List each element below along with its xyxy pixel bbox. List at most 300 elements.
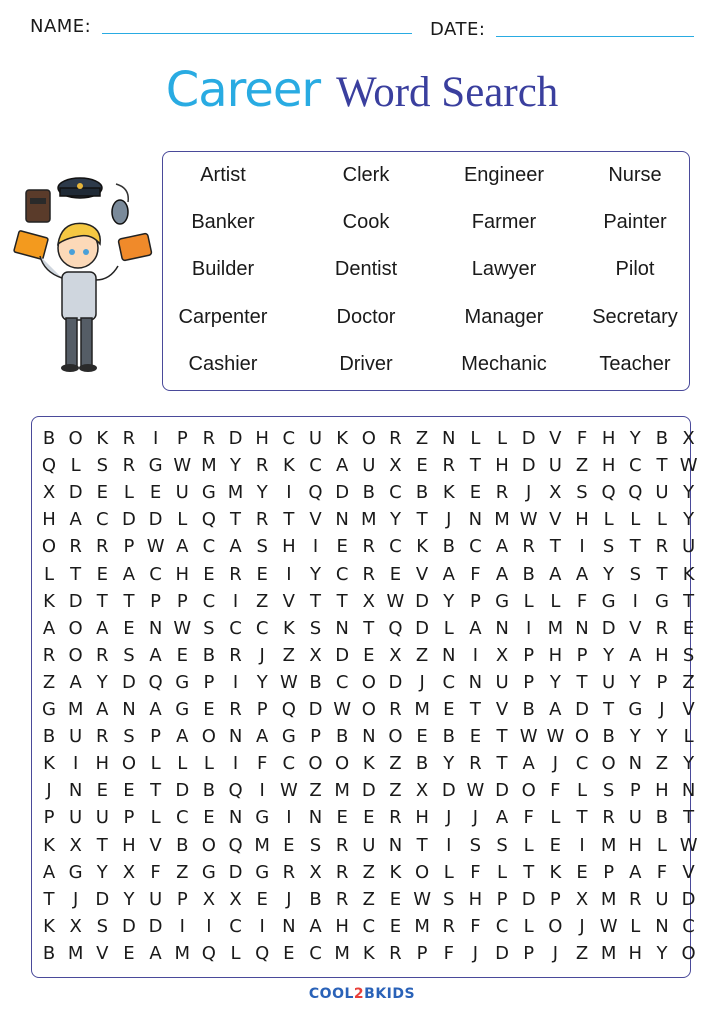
grid-letter[interactable]: Z bbox=[309, 780, 322, 802]
grid-letter[interactable]: P bbox=[150, 590, 162, 612]
grid-letter[interactable]: E bbox=[336, 807, 348, 829]
grid-letter[interactable]: A bbox=[149, 942, 162, 964]
grid-letter[interactable]: G bbox=[175, 671, 190, 693]
grid-letter[interactable]: Y bbox=[603, 563, 615, 585]
grid-letter[interactable]: P bbox=[123, 536, 135, 558]
grid-letter[interactable]: B bbox=[42, 942, 56, 964]
grid-letter[interactable]: A bbox=[149, 644, 162, 666]
grid-letter[interactable]: G bbox=[68, 861, 83, 883]
grid-letter[interactable]: C bbox=[202, 536, 216, 558]
grid-letter[interactable]: J bbox=[46, 780, 52, 802]
grid-letter[interactable]: Q bbox=[601, 482, 616, 504]
grid-letter[interactable]: P bbox=[43, 807, 55, 829]
grid-letter[interactable]: F bbox=[656, 861, 668, 883]
grid-letter[interactable]: L bbox=[497, 861, 508, 883]
grid-letter[interactable]: C bbox=[335, 563, 349, 585]
grid-letter[interactable]: W bbox=[679, 455, 698, 477]
grid-letter[interactable]: L bbox=[177, 509, 188, 531]
grid-letter[interactable]: D bbox=[175, 780, 190, 802]
grid-letter[interactable]: H bbox=[335, 915, 349, 937]
grid-letter[interactable]: A bbox=[549, 563, 562, 585]
grid-letter[interactable]: J bbox=[552, 753, 558, 775]
grid-letter[interactable]: L bbox=[550, 807, 561, 829]
grid-letter[interactable]: Z bbox=[362, 861, 375, 883]
grid-letter[interactable]: N bbox=[442, 428, 456, 449]
grid-letter[interactable]: G bbox=[255, 807, 270, 829]
grid-letter[interactable]: Y bbox=[389, 509, 401, 531]
grid-letter[interactable]: S bbox=[309, 834, 322, 856]
grid-letter[interactable]: I bbox=[286, 482, 292, 504]
grid-letter[interactable]: I bbox=[526, 617, 532, 639]
grid-letter[interactable]: Y bbox=[96, 671, 108, 693]
grid-letter[interactable]: N bbox=[228, 807, 243, 829]
grid-letter[interactable]: E bbox=[363, 644, 375, 666]
grid-letter[interactable]: D bbox=[521, 428, 536, 449]
grid-letter[interactable]: I bbox=[152, 428, 159, 449]
grid-letter[interactable]: W bbox=[173, 455, 192, 477]
grid-letter[interactable]: E bbox=[176, 644, 188, 666]
grid-letter[interactable]: T bbox=[43, 888, 55, 910]
grid-letter[interactable]: H bbox=[575, 509, 589, 531]
grid-letter[interactable]: L bbox=[523, 590, 534, 612]
grid-letter[interactable]: C bbox=[335, 671, 349, 693]
grid-letter[interactable]: N bbox=[468, 509, 483, 531]
grid-letter[interactable]: A bbox=[495, 536, 509, 558]
grid-letter[interactable]: D bbox=[148, 509, 163, 531]
grid-letter[interactable]: B bbox=[655, 807, 669, 829]
grid-letter[interactable]: T bbox=[363, 617, 375, 639]
grid-letter[interactable]: L bbox=[603, 509, 614, 531]
grid-letter[interactable]: E bbox=[416, 455, 428, 477]
grid-letter[interactable]: Q bbox=[201, 942, 216, 964]
grid-letter[interactable]: R bbox=[282, 861, 296, 883]
grid-letter[interactable]: L bbox=[576, 780, 588, 802]
grid-letter[interactable]: H bbox=[601, 428, 616, 449]
grid-letter[interactable]: M bbox=[334, 780, 350, 802]
grid-letter[interactable]: D bbox=[495, 942, 509, 964]
grid-letter[interactable]: R bbox=[42, 644, 56, 666]
grid-letter[interactable]: O bbox=[574, 726, 590, 748]
grid-letter[interactable]: B bbox=[42, 726, 56, 748]
grid-letter[interactable]: S bbox=[629, 563, 642, 585]
grid-letter[interactable]: C bbox=[149, 563, 162, 585]
grid-letter[interactable]: R bbox=[389, 942, 402, 964]
grid-letter[interactable]: G bbox=[601, 590, 616, 612]
grid-letter[interactable]: O bbox=[41, 536, 57, 558]
grid-letter[interactable]: C bbox=[469, 536, 482, 558]
grid-letter[interactable]: V bbox=[149, 834, 162, 856]
grid-letter[interactable]: E bbox=[363, 807, 375, 829]
date-line[interactable] bbox=[496, 36, 694, 37]
grid-letter[interactable]: B bbox=[202, 644, 216, 666]
grid-letter[interactable]: Y bbox=[123, 888, 135, 910]
grid-letter[interactable]: E bbox=[469, 482, 482, 504]
grid-letter[interactable]: A bbox=[629, 644, 642, 666]
grid-letter[interactable]: A bbox=[442, 563, 455, 585]
grid-letter[interactable]: A bbox=[495, 807, 509, 829]
grid-letter[interactable]: I bbox=[232, 753, 239, 775]
grid-letter[interactable]: Z bbox=[415, 644, 429, 666]
grid-letter[interactable]: Z bbox=[575, 942, 589, 964]
grid-letter[interactable]: D bbox=[122, 915, 136, 937]
grid-letter[interactable]: E bbox=[389, 888, 402, 910]
grid-letter[interactable]: L bbox=[656, 509, 667, 531]
grid-letter[interactable]: T bbox=[469, 455, 481, 477]
grid-letter[interactable]: O bbox=[361, 428, 376, 449]
grid-letter[interactable]: T bbox=[469, 699, 481, 720]
grid-letter[interactable]: Q bbox=[255, 942, 270, 964]
grid-letter[interactable]: G bbox=[42, 699, 56, 720]
grid-letter[interactable]: O bbox=[68, 617, 83, 639]
grid-letter[interactable]: H bbox=[255, 428, 269, 449]
grid-letter[interactable]: E bbox=[96, 482, 108, 504]
grid-letter[interactable]: C bbox=[309, 942, 322, 964]
grid-letter[interactable]: M bbox=[600, 834, 617, 856]
grid-letter[interactable]: U bbox=[655, 482, 669, 504]
grid-letter[interactable]: R bbox=[122, 428, 136, 449]
grid-letter[interactable]: I bbox=[232, 671, 239, 693]
grid-letter[interactable]: X bbox=[415, 780, 429, 802]
grid-letter[interactable]: R bbox=[96, 644, 109, 666]
grid-letter[interactable]: O bbox=[415, 861, 430, 883]
grid-letter[interactable]: T bbox=[283, 509, 295, 531]
grid-letter[interactable]: O bbox=[361, 699, 376, 720]
grid-letter[interactable]: Y bbox=[230, 455, 242, 477]
grid-letter[interactable]: W bbox=[146, 536, 165, 558]
grid-letter[interactable]: O bbox=[388, 726, 403, 748]
grid-letter[interactable]: F bbox=[443, 942, 454, 964]
grid-letter[interactable]: N bbox=[575, 617, 589, 639]
grid-letter[interactable]: G bbox=[148, 455, 163, 477]
grid-letter[interactable]: I bbox=[286, 563, 292, 585]
grid-letter[interactable]: V bbox=[549, 428, 562, 449]
grid-letter[interactable]: W bbox=[546, 726, 565, 748]
grid-letter[interactable]: M bbox=[414, 699, 430, 720]
grid-letter[interactable]: R bbox=[522, 536, 535, 558]
grid-letter[interactable]: A bbox=[176, 726, 189, 748]
grid-letter[interactable]: K bbox=[336, 428, 349, 449]
grid-letter[interactable]: Y bbox=[683, 753, 695, 775]
grid-letter[interactable]: M bbox=[201, 455, 217, 477]
grid-letter[interactable]: V bbox=[549, 509, 562, 531]
grid-letter[interactable]: N bbox=[282, 915, 296, 937]
grid-letter[interactable]: D bbox=[681, 888, 696, 910]
grid-letter[interactable]: E bbox=[443, 699, 455, 720]
grid-letter[interactable]: D bbox=[122, 671, 136, 693]
grid-letter[interactable]: E bbox=[336, 536, 348, 558]
grid-letter[interactable]: T bbox=[310, 590, 321, 612]
grid-letter[interactable]: Q bbox=[201, 509, 216, 531]
grid-letter[interactable]: Z bbox=[176, 861, 189, 883]
grid-letter[interactable]: K bbox=[416, 536, 428, 558]
grid-letter[interactable]: S bbox=[469, 834, 482, 856]
grid-letter[interactable]: R bbox=[442, 455, 455, 477]
grid-letter[interactable]: K bbox=[549, 861, 562, 883]
grid-letter[interactable]: M bbox=[254, 834, 270, 856]
grid-letter[interactable]: A bbox=[69, 509, 82, 531]
grid-letter[interactable]: H bbox=[468, 888, 483, 910]
grid-letter[interactable]: R bbox=[229, 644, 242, 666]
grid-letter[interactable]: X bbox=[202, 888, 216, 910]
grid-letter[interactable]: X bbox=[69, 834, 82, 856]
grid-letter[interactable]: Q bbox=[628, 482, 643, 504]
grid-letter[interactable]: U bbox=[628, 807, 642, 829]
grid-letter[interactable]: R bbox=[389, 699, 402, 720]
grid-letter[interactable]: A bbox=[96, 617, 109, 639]
grid-letter[interactable]: L bbox=[523, 834, 534, 856]
grid-letter[interactable]: E bbox=[256, 563, 268, 585]
grid-letter[interactable]: F bbox=[523, 807, 534, 829]
grid-letter[interactable]: N bbox=[122, 699, 136, 720]
grid-letter[interactable]: J bbox=[659, 699, 665, 720]
grid-letter[interactable]: R bbox=[389, 807, 402, 829]
grid-letter[interactable]: F bbox=[470, 861, 481, 883]
grid-letter[interactable]: L bbox=[230, 942, 241, 964]
grid-letter[interactable]: S bbox=[256, 536, 268, 558]
grid-letter[interactable]: M bbox=[600, 942, 617, 964]
grid-letter[interactable]: P bbox=[523, 671, 535, 693]
grid-letter[interactable]: O bbox=[68, 428, 83, 449]
grid-letter[interactable]: Y bbox=[549, 671, 561, 693]
grid-letter[interactable]: S bbox=[682, 644, 695, 666]
grid-letter[interactable]: Z bbox=[282, 644, 296, 666]
grid-letter[interactable]: R bbox=[255, 509, 269, 531]
grid-letter[interactable]: C bbox=[282, 428, 296, 449]
grid-letter[interactable]: F bbox=[576, 590, 588, 612]
grid-letter[interactable]: W bbox=[173, 617, 192, 639]
grid-letter[interactable]: A bbox=[229, 536, 242, 558]
grid-letter[interactable]: B bbox=[522, 563, 535, 585]
grid-letter[interactable]: T bbox=[683, 590, 695, 612]
grid-letter[interactable]: W bbox=[466, 780, 485, 802]
grid-letter[interactable]: B bbox=[309, 671, 322, 693]
grid-letter[interactable]: R bbox=[255, 455, 269, 477]
grid-letter[interactable]: Z bbox=[682, 671, 695, 693]
grid-letter[interactable]: L bbox=[443, 861, 454, 883]
grid-letter[interactable]: E bbox=[123, 780, 135, 802]
grid-letter[interactable]: Y bbox=[96, 861, 108, 883]
grid-letter[interactable]: B bbox=[522, 699, 535, 720]
grid-letter[interactable]: B bbox=[42, 428, 56, 449]
grid-letter[interactable]: L bbox=[150, 807, 161, 829]
grid-letter[interactable]: T bbox=[150, 780, 162, 802]
grid-letter[interactable]: L bbox=[630, 915, 641, 937]
grid-letter[interactable]: U bbox=[548, 455, 562, 477]
grid-letter[interactable]: J bbox=[552, 942, 558, 964]
grid-letter[interactable]: K bbox=[362, 942, 375, 964]
grid-letter[interactable]: E bbox=[283, 942, 295, 964]
grid-letter[interactable]: Y bbox=[310, 563, 321, 585]
grid-letter[interactable]: R bbox=[96, 536, 109, 558]
grid-letter[interactable]: K bbox=[362, 753, 375, 775]
grid-letter[interactable]: L bbox=[203, 753, 214, 775]
grid-letter[interactable]: F bbox=[576, 428, 588, 449]
grid-letter[interactable]: G bbox=[201, 861, 216, 883]
grid-letter[interactable]: R bbox=[655, 536, 669, 558]
grid-letter[interactable]: E bbox=[96, 780, 108, 802]
grid-letter[interactable]: P bbox=[256, 699, 268, 720]
grid-letter[interactable]: T bbox=[336, 590, 348, 612]
grid-letter[interactable]: U bbox=[95, 807, 109, 829]
grid-letter[interactable]: U bbox=[602, 671, 616, 693]
grid-letter[interactable]: I bbox=[312, 536, 319, 558]
grid-letter[interactable]: D bbox=[388, 671, 403, 693]
grid-letter[interactable]: U bbox=[69, 807, 83, 829]
grid-letter[interactable]: G bbox=[201, 482, 216, 504]
grid-letter[interactable]: T bbox=[123, 590, 135, 612]
grid-letter[interactable]: P bbox=[603, 861, 615, 883]
grid-letter[interactable]: D bbox=[68, 590, 83, 612]
grid-letter[interactable]: D bbox=[441, 780, 456, 802]
grid-letter[interactable]: Y bbox=[656, 942, 668, 964]
grid-letter[interactable]: G bbox=[628, 699, 643, 720]
grid-letter[interactable]: N bbox=[442, 644, 456, 666]
grid-letter[interactable]: W bbox=[519, 726, 538, 748]
grid-letter[interactable]: R bbox=[96, 726, 109, 748]
grid-letter[interactable]: X bbox=[389, 644, 402, 666]
grid-letter[interactable]: P bbox=[523, 644, 535, 666]
grid-letter[interactable]: O bbox=[121, 753, 137, 775]
grid-letter[interactable]: L bbox=[550, 590, 561, 612]
grid-letter[interactable]: Z bbox=[42, 671, 56, 693]
grid-letter[interactable]: K bbox=[43, 834, 55, 856]
grid-letter[interactable]: N bbox=[308, 807, 323, 829]
grid-letter[interactable]: I bbox=[179, 915, 185, 937]
grid-letter[interactable]: E bbox=[123, 942, 135, 964]
grid-letter[interactable]: M bbox=[67, 942, 84, 964]
grid-letter[interactable]: O bbox=[521, 780, 536, 802]
grid-letter[interactable]: L bbox=[150, 753, 161, 775]
grid-letter[interactable]: T bbox=[523, 861, 535, 883]
grid-letter[interactable]: E bbox=[549, 834, 562, 856]
grid-letter[interactable]: J bbox=[526, 482, 532, 504]
grid-letter[interactable]: D bbox=[361, 780, 376, 802]
grid-letter[interactable]: J bbox=[472, 807, 479, 829]
grid-letter[interactable]: T bbox=[603, 699, 615, 720]
grid-letter[interactable]: J bbox=[259, 644, 265, 666]
grid-letter[interactable]: C bbox=[362, 915, 376, 937]
grid-letter[interactable]: S bbox=[576, 482, 588, 504]
grid-letter[interactable]: B bbox=[415, 482, 429, 504]
grid-letter[interactable]: P bbox=[176, 590, 188, 612]
grid-letter[interactable]: S bbox=[96, 915, 109, 937]
grid-letter[interactable]: R bbox=[69, 536, 82, 558]
grid-letter[interactable]: P bbox=[629, 780, 641, 802]
grid-letter[interactable]: U bbox=[682, 536, 696, 558]
grid-letter[interactable]: H bbox=[415, 807, 429, 829]
grid-letter[interactable]: X bbox=[575, 888, 589, 910]
grid-letter[interactable]: E bbox=[389, 915, 402, 937]
grid-letter[interactable]: K bbox=[96, 428, 109, 449]
grid-letter[interactable]: K bbox=[682, 563, 695, 585]
grid-letter[interactable]: C bbox=[389, 482, 402, 504]
grid-letter[interactable]: B bbox=[442, 536, 455, 558]
grid-letter[interactable]: Y bbox=[683, 482, 695, 504]
grid-letter[interactable]: C bbox=[442, 671, 456, 693]
grid-letter[interactable]: X bbox=[549, 482, 562, 504]
grid-letter[interactable]: H bbox=[122, 834, 136, 856]
grid-letter[interactable]: H bbox=[495, 455, 509, 477]
grid-letter[interactable]: H bbox=[655, 780, 669, 802]
grid-letter[interactable]: L bbox=[497, 428, 508, 449]
grid-letter[interactable]: M bbox=[227, 482, 244, 504]
grid-letter[interactable]: R bbox=[389, 428, 402, 449]
grid-letter[interactable]: X bbox=[309, 644, 322, 666]
grid-letter[interactable]: W bbox=[679, 834, 698, 856]
grid-letter[interactable]: F bbox=[150, 861, 161, 883]
grid-letter[interactable]: X bbox=[495, 644, 509, 666]
grid-letter[interactable]: P bbox=[416, 942, 428, 964]
grid-letter[interactable]: A bbox=[309, 915, 322, 937]
grid-letter[interactable]: J bbox=[72, 888, 79, 910]
grid-letter[interactable]: J bbox=[446, 509, 452, 531]
grid-letter[interactable]: Y bbox=[443, 753, 455, 775]
grid-letter[interactable]: H bbox=[282, 536, 296, 558]
grid-letter[interactable]: L bbox=[683, 726, 694, 748]
grid-letter[interactable]: B bbox=[202, 780, 216, 802]
grid-letter[interactable]: I bbox=[206, 915, 212, 937]
grid-letter[interactable]: J bbox=[579, 915, 585, 937]
grid-letter[interactable]: D bbox=[308, 699, 323, 720]
grid-letter[interactable]: V bbox=[96, 942, 109, 964]
grid-letter[interactable]: P bbox=[549, 888, 561, 910]
grid-letter[interactable]: U bbox=[655, 888, 669, 910]
grid-letter[interactable]: H bbox=[628, 834, 643, 856]
grid-letter[interactable]: T bbox=[96, 590, 108, 612]
grid-letter[interactable]: B bbox=[362, 482, 375, 504]
grid-letter[interactable]: C bbox=[282, 753, 296, 775]
grid-letter[interactable]: H bbox=[42, 509, 56, 531]
grid-letter[interactable]: T bbox=[496, 753, 508, 775]
grid-letter[interactable]: E bbox=[203, 563, 215, 585]
grid-letter[interactable]: D bbox=[521, 455, 536, 477]
grid-letter[interactable]: O bbox=[548, 915, 563, 937]
grid-letter[interactable]: A bbox=[149, 699, 162, 720]
grid-letter[interactable]: T bbox=[416, 834, 428, 856]
grid-letter[interactable]: E bbox=[389, 563, 402, 585]
grid-letter[interactable]: K bbox=[389, 861, 402, 883]
grid-letter[interactable]: C bbox=[682, 915, 695, 937]
grid-letter[interactable]: D bbox=[575, 699, 589, 720]
grid-letter[interactable]: O bbox=[201, 834, 216, 856]
grid-letter[interactable]: P bbox=[150, 726, 162, 748]
grid-letter[interactable]: S bbox=[203, 617, 215, 639]
grid-letter[interactable]: V bbox=[282, 590, 295, 612]
grid-letter[interactable]: P bbox=[656, 671, 668, 693]
grid-letter[interactable]: S bbox=[96, 455, 109, 477]
grid-letter[interactable]: D bbox=[495, 780, 509, 802]
grid-letter[interactable]: X bbox=[309, 861, 322, 883]
grid-letter[interactable]: F bbox=[257, 753, 268, 775]
grid-letter[interactable]: J bbox=[286, 888, 292, 910]
grid-letter[interactable]: G bbox=[495, 590, 510, 612]
grid-letter[interactable]: G bbox=[175, 699, 190, 720]
grid-letter[interactable]: T bbox=[230, 509, 242, 531]
grid-letter[interactable]: P bbox=[176, 428, 188, 449]
grid-letter[interactable]: A bbox=[96, 699, 109, 720]
grid-letter[interactable]: E bbox=[96, 563, 108, 585]
grid-letter[interactable]: D bbox=[335, 644, 350, 666]
grid-letter[interactable]: L bbox=[70, 455, 81, 477]
grid-letter[interactable]: A bbox=[42, 617, 56, 639]
grid-letter[interactable]: Q bbox=[308, 482, 323, 504]
grid-letter[interactable]: L bbox=[656, 834, 667, 856]
grid-letter[interactable]: R bbox=[229, 563, 242, 585]
grid-letter[interactable]: C bbox=[229, 617, 242, 639]
grid-letter[interactable]: E bbox=[416, 726, 428, 748]
grid-letter[interactable]: T bbox=[549, 536, 561, 558]
grid-letter[interactable]: Z bbox=[256, 590, 269, 612]
